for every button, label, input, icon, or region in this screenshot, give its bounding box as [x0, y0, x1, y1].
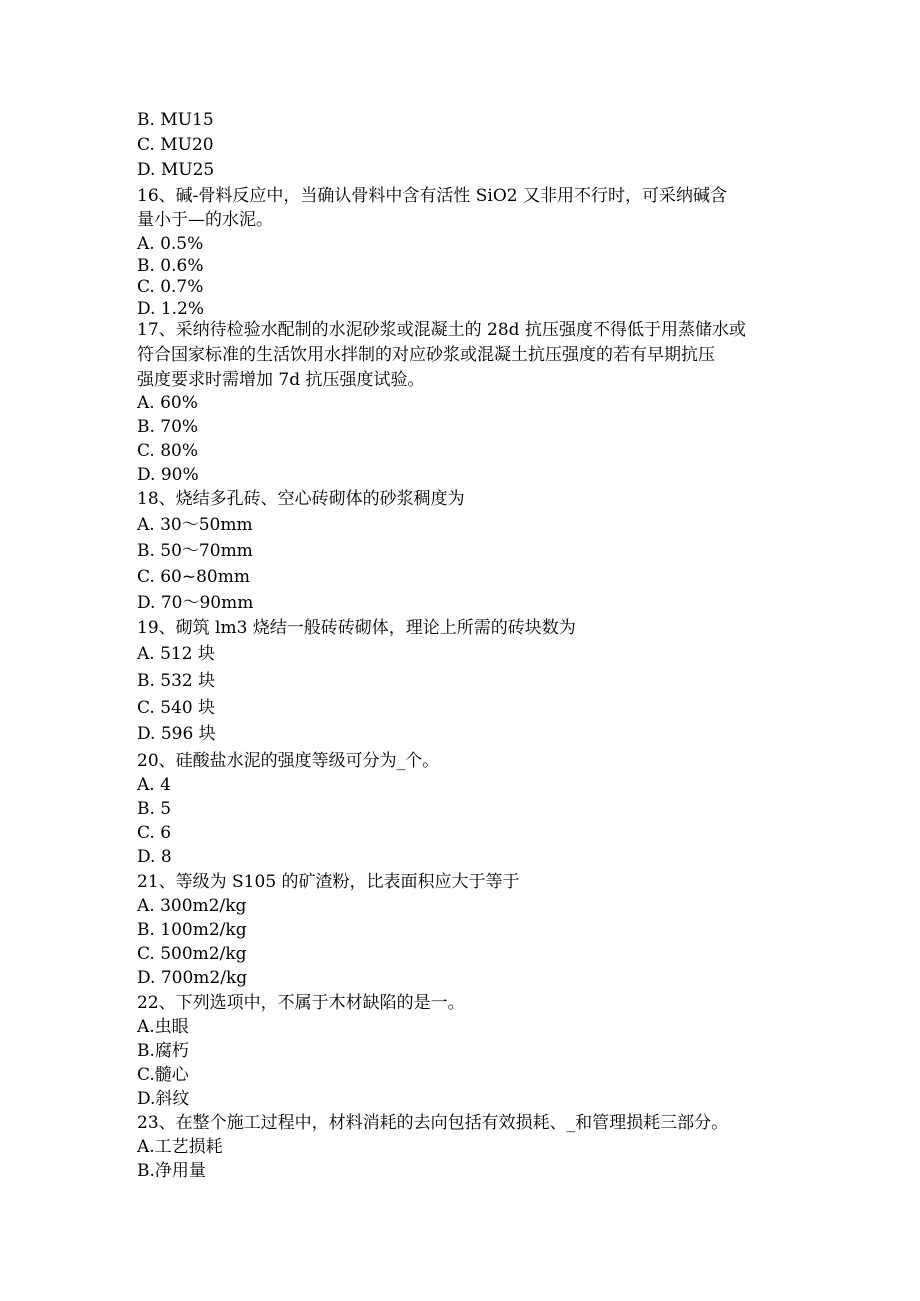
option-line: C. 500m2/kg — [137, 944, 247, 964]
option-line: C. 6 — [137, 823, 172, 843]
question-line: 量小于—的水泥。 — [137, 210, 273, 230]
question-line: 强度要求时需增加 7d 抗压强度试验。 — [137, 370, 425, 390]
option-line: B. MU15 — [137, 110, 214, 130]
option-line: B. 50～70mm — [137, 541, 253, 561]
question-line: 21、等级为 S105 的矿渣粉，比表面积应大于等于 — [137, 872, 520, 892]
option-line: C. 60~80mm — [137, 567, 250, 587]
option-line: A.工艺损耗 — [137, 1137, 223, 1157]
option-line: B. 0.6% — [137, 256, 204, 276]
option-line: B. 532 块 — [137, 671, 216, 691]
option-line: D. 700m2/kg — [137, 968, 248, 988]
option-line: C. MU20 — [137, 135, 214, 155]
question-line: 18、烧结多孔砖、空心砖砌体的砂浆稠度为 — [137, 489, 465, 509]
option-line: D. 1.2% — [137, 299, 205, 319]
option-line: A. 4 — [137, 775, 171, 795]
question-line: 22、下列选项中，不属于木材缺陷的是一。 — [137, 993, 465, 1013]
option-line: D. 8 — [137, 847, 172, 867]
option-line: A. 300m2/kg — [137, 896, 247, 916]
option-line: C.髓心 — [137, 1065, 189, 1085]
option-line: B.腐朽 — [137, 1041, 189, 1061]
option-line: A. 60% — [137, 393, 198, 413]
option-line: D. 596 块 — [137, 724, 216, 744]
option-line: C. 540 块 — [137, 698, 216, 718]
option-line: A.虫眼 — [137, 1017, 189, 1037]
question-line: 20、硅酸盐水泥的强度等级可分为_个。 — [137, 751, 440, 771]
option-line: A. 0.5% — [137, 234, 204, 254]
question-line: 17、采纳待检验水配制的水泥砂浆或混凝土的 28d 抗压强度不得低于用蒸储水或 — [137, 320, 746, 340]
option-line: D. 90% — [137, 465, 199, 485]
question-line: 23、在整个施工过程中，材料消耗的去向包括有效损耗、_和管理损耗三部分。 — [137, 1113, 729, 1133]
option-line: B. 100m2/kg — [137, 920, 247, 940]
option-line: A. 512 块 — [137, 644, 215, 664]
option-line: B. 5 — [137, 799, 172, 819]
question-line: 16、碱-骨料反应中，当确认骨料中含有活性 SiO2 又非用不行时，可采纳碱含 — [137, 186, 728, 206]
option-line: B. 70% — [137, 417, 199, 437]
option-line: C. 0.7% — [137, 277, 204, 297]
option-line: D. 70～90mm — [137, 593, 254, 613]
question-line: 符合国家标准的生活饮用水拌制的对应砂浆或混凝土抗压强度的若有早期抗压 — [137, 345, 715, 365]
option-line: C. 80% — [137, 441, 198, 461]
option-line: D. MU25 — [137, 160, 215, 180]
option-line: B.净用量 — [137, 1161, 206, 1181]
question-line: 19、砌筑 lm3 烧结一般砖砖砌体，理论上所需的砖块数为 — [137, 618, 576, 638]
option-line: A. 30～50mm — [137, 515, 253, 535]
option-line: D.斜纹 — [137, 1089, 190, 1109]
